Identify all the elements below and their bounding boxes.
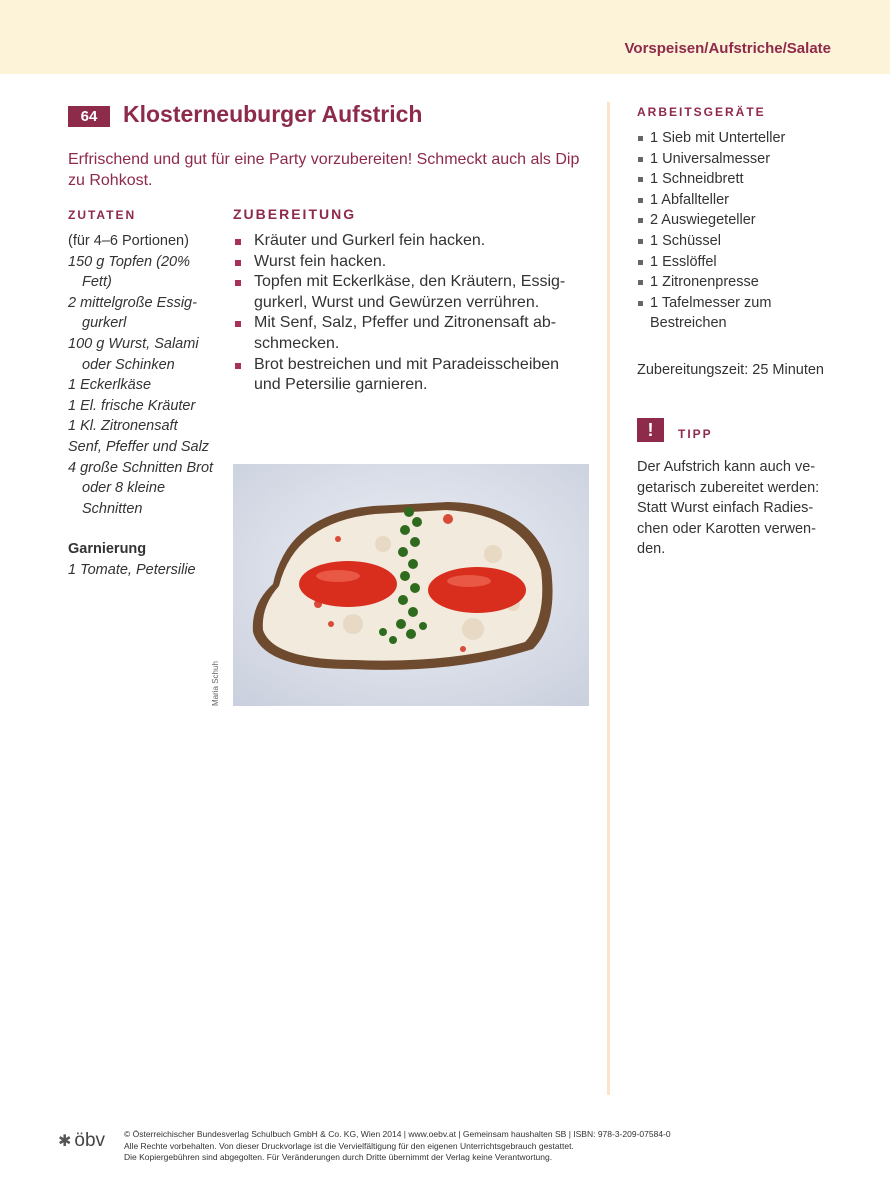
footer-copyright [124,1129,724,1164]
column-divider [607,102,610,1095]
exclamation-icon: ! [637,418,664,442]
ingredient-item: 1 El. frische Kräuter [68,397,196,414]
recipe-intro: Erfrischend und gut für eine Party vorzubereiten! Schmeckt auch als Dip zu Rohkost. [68,151,580,189]
ingredient-item: 4 große Schnitten Brot oder 8 kleine Schnitten [68,459,214,517]
ingredient-item: 1 Kl. Zitronensaft [68,418,178,435]
step-item: Mit Senf, Salz, Pfeffer und Zitronensaft ab-schmecken. [233,313,583,354]
publisher-logo-text: öbv [74,1130,106,1151]
equipment-item: 1 Abfallteller [637,190,847,211]
preparation-time: Zubereitungszeit: 25 Minuten [637,362,824,378]
star-icon: ✱ [58,1133,72,1150]
equipment-list [637,128,847,334]
equipment-item: 1 Tafelmesser zum Bestreichen [637,293,847,334]
step-item: Kräuter und Gurkerl fein hacken. [233,231,583,252]
garnish-title: Garnierung [68,541,147,558]
equipment-item: 2 Auswiegeteller [637,210,847,231]
recipe-title: Klosterneuburger Aufstrich [123,101,423,127]
step-item: Topfen mit Eckerlkäse, den Kräutern, Essig-gurkerl, Wurst und Gewürzen verrühren. [233,272,583,313]
ingredient-item: Senf, Pfeffer und Salz [68,438,210,455]
tipp-heading: TIPP [678,427,713,441]
section-label: Vorspeisen/Aufstriche/Salate [624,40,831,57]
ingredient-item: 1 Eckerlkäse [68,377,152,394]
equipment-heading: ARBEITSGERÄTE [637,105,766,119]
equipment-item: 1 Zitronenpresse [637,272,847,293]
spacer [68,519,223,539]
equipment-item: 1 Esslöffel [637,252,847,273]
zutaten-heading: ZUTATEN [68,208,137,222]
tipp-text: Der Aufstrich kann auch ve-getarisch zubereitet werden: Statt Wurst einfach Radies-chen oder Karotten verwen-den. [637,459,820,558]
preparation-steps [233,231,583,396]
recipe-photo [233,464,589,706]
header-band [0,0,890,74]
ingredient-list [68,231,223,581]
publisher-logo [58,1130,105,1152]
equipment-item: 1 Universalmesser [637,149,847,170]
equipment-item: 1 Schneidbrett [637,169,847,190]
recipe-number: 64 [68,106,110,127]
ingredient-item: 2 mittelgroße Essig-gurkerl [68,294,197,332]
ingredient-item: 100 g Wurst, Salami oder Schinken [68,335,199,373]
equipment-item: 1 Schüssel [637,231,847,252]
portion-note: (für 4–6 Portionen) [68,233,189,249]
ingredient-item: 150 g Topfen (20% Fett) [68,253,191,291]
bread-photo-illustration [233,464,589,706]
footer-line: Die Kopiergebühren sind abgegolten. Für Veränderungen durch Dritte übernimmt der Verlag keine Verantwortung. [124,1152,553,1162]
garnish-item: 1 Tomate, Petersilie [68,561,196,578]
photo-credit: Maria Schuh [211,661,220,706]
footer-line: Alle Rechte vorbehalten. Von dieser Druckvorlage ist die Vervielfältigung für den eigenen Unterrichtsgebrauch gestattet. [124,1140,574,1151]
step-item: Brot bestreichen und mit Paradeisscheiben und Petersilie garnieren. [233,355,583,396]
footer-line: © Österreichischer Bundesverlag Schulbuch GmbH & Co. KG, Wien 2014 | www.oebv.at | Gemeinsam haushalten SB | ISBN: 978-3-209-07584-0 [124,1129,671,1139]
step-item: Wurst fein hacken. [233,252,583,273]
zubereitung-heading: ZUBEREITUNG [233,206,357,222]
equipment-item: 1 Sieb mit Unterteller [637,128,847,149]
